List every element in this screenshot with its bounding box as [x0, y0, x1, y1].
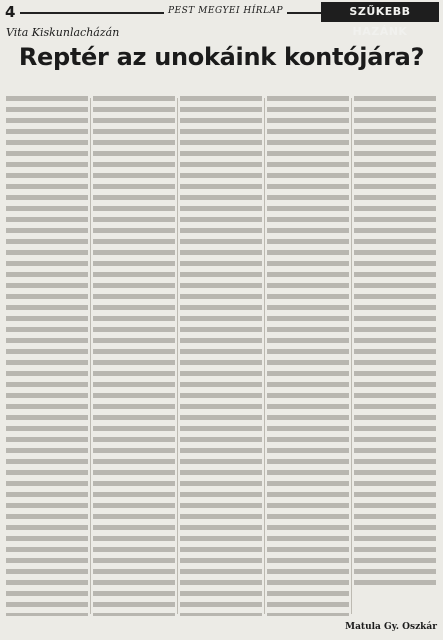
text-column-lines: [267, 96, 349, 616]
text-column-2: [93, 96, 175, 616]
text-column-lines: [180, 96, 262, 616]
text-column-3: [180, 96, 262, 616]
section-title: SZŰKEBB HAZÁNK: [321, 2, 439, 22]
page-number: 4: [5, 2, 18, 22]
article-kicker: Vita Kiskunlacházán: [6, 26, 120, 39]
column-rule: [351, 98, 352, 614]
article-body: [6, 96, 437, 616]
text-column-1: [6, 96, 88, 616]
article-headline: Reptér az unokáink kontójára?: [18, 43, 425, 71]
column-rule: [90, 98, 91, 614]
column-rule: [177, 98, 178, 614]
text-column-5: [354, 96, 436, 616]
text-column-lines: [6, 96, 88, 616]
text-column-lines: [93, 96, 175, 616]
article-author: Matula Gy. Oszkár: [345, 622, 437, 632]
text-column-4: [267, 96, 349, 616]
text-column-lines: [354, 96, 436, 586]
newspaper-name: PEST MEGYEI HÍRLAP: [164, 4, 287, 18]
column-rule: [264, 98, 265, 614]
